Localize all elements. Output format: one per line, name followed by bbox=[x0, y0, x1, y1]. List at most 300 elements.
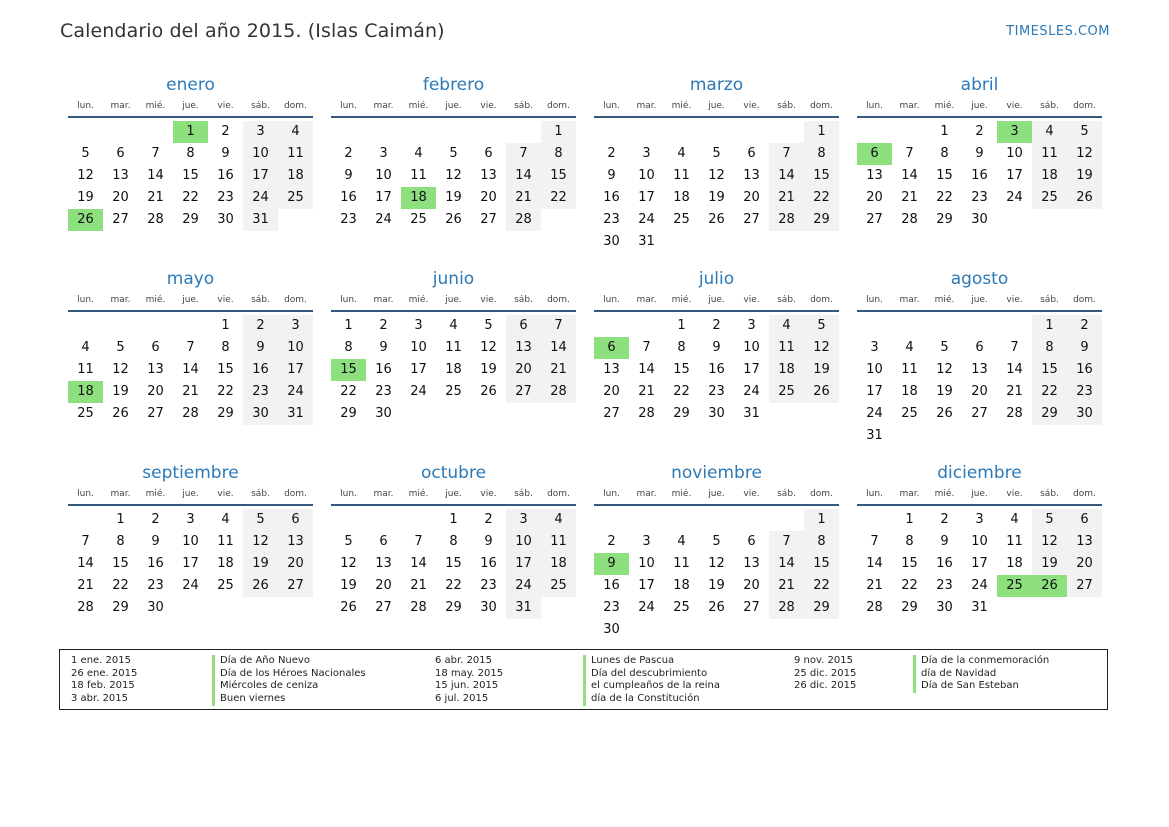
day-cell: 16 bbox=[147, 556, 164, 571]
holiday-day-cell: 9 bbox=[594, 553, 629, 575]
day-cell: 10 bbox=[506, 531, 541, 553]
day-cell: 25 bbox=[278, 187, 313, 209]
weekday-label: dom. bbox=[284, 101, 307, 111]
weekday-label: sáb. bbox=[514, 101, 533, 111]
day-cell: 1 bbox=[221, 318, 230, 333]
day-cell: 13 bbox=[480, 168, 497, 183]
day-cell: 8 bbox=[677, 340, 686, 355]
weekday-label: mié. bbox=[934, 489, 955, 499]
month-name: agosto bbox=[950, 269, 1009, 289]
day-cell: 10 bbox=[278, 337, 313, 359]
day-cell: 22 bbox=[182, 190, 199, 205]
day-cell: 28 bbox=[638, 406, 655, 421]
legend-holiday-name: día de la Constitución bbox=[583, 693, 720, 706]
day-cell: 6 bbox=[379, 534, 388, 549]
day-cell: 19 bbox=[1067, 165, 1102, 187]
day-cell: 25 bbox=[410, 212, 427, 227]
day-cell: 5 bbox=[712, 146, 721, 161]
weekday-label: jue. bbox=[708, 489, 725, 499]
day-cell: 7 bbox=[506, 143, 541, 165]
day-cell: 23 bbox=[603, 212, 620, 227]
day-cell: 23 bbox=[971, 190, 988, 205]
day-cell: 17 bbox=[1006, 168, 1023, 183]
day-cell: 31 bbox=[971, 600, 988, 615]
legend-date: 1 ene. 2015 bbox=[71, 655, 131, 666]
day-cell: 20 bbox=[375, 578, 392, 593]
day-cell: 10 bbox=[638, 168, 655, 183]
day-grid bbox=[68, 509, 313, 619]
day-cell: 16 bbox=[243, 359, 278, 381]
weekday-label: jue. bbox=[971, 101, 988, 111]
empty-cell bbox=[664, 509, 699, 531]
weekday-label: mié. bbox=[671, 101, 692, 111]
empty-cell bbox=[734, 121, 769, 143]
day-cell: 19 bbox=[708, 190, 725, 205]
day-cell: 28 bbox=[769, 597, 804, 619]
day-cell: 15 bbox=[112, 556, 129, 571]
empty-cell bbox=[68, 315, 103, 337]
day-cell: 29 bbox=[112, 600, 129, 615]
day-cell: 18 bbox=[217, 556, 234, 571]
day-cell: 23 bbox=[603, 600, 620, 615]
day-cell: 16 bbox=[603, 578, 620, 593]
weekday-label: vie. bbox=[480, 101, 497, 111]
day-cell: 6 bbox=[747, 534, 756, 549]
day-cell: 11 bbox=[673, 168, 690, 183]
day-cell: 16 bbox=[936, 556, 953, 571]
day-cell: 30 bbox=[243, 403, 278, 425]
month-name: marzo bbox=[689, 75, 744, 95]
day-cell: 30 bbox=[971, 212, 988, 227]
weekday-label: vie. bbox=[743, 295, 760, 305]
day-cell: 11 bbox=[1032, 143, 1067, 165]
weekday-label: lun. bbox=[866, 101, 883, 111]
day-cell: 21 bbox=[901, 190, 918, 205]
weekday-label: lun. bbox=[77, 489, 94, 499]
day-cell: 30 bbox=[708, 406, 725, 421]
day-cell: 23 bbox=[708, 384, 725, 399]
weekday-label: sáb. bbox=[1040, 101, 1059, 111]
day-cell: 29 bbox=[445, 600, 462, 615]
empty-cell bbox=[857, 121, 892, 143]
day-cell: 2 bbox=[379, 318, 388, 333]
day-cell: 27 bbox=[1067, 575, 1102, 597]
day-cell: 19 bbox=[1032, 553, 1067, 575]
day-cell: 18 bbox=[769, 359, 804, 381]
legend-holiday-name: Lunes de Pascua bbox=[583, 655, 720, 668]
day-cell: 4 bbox=[677, 146, 686, 161]
day-cell: 27 bbox=[506, 381, 541, 403]
empty-cell bbox=[629, 509, 664, 531]
empty-cell bbox=[401, 509, 436, 531]
day-cell: 22 bbox=[673, 384, 690, 399]
day-cell: 28 bbox=[866, 600, 883, 615]
weekday-label: dom. bbox=[547, 101, 570, 111]
day-cell: 31 bbox=[506, 597, 541, 619]
day-cell: 29 bbox=[673, 406, 690, 421]
day-cell: 14 bbox=[147, 168, 164, 183]
weekday-header bbox=[857, 99, 1102, 118]
weekday-label: mié. bbox=[145, 489, 166, 499]
day-cell: 14 bbox=[901, 168, 918, 183]
day-cell: 17 bbox=[638, 578, 655, 593]
weekday-label: mié. bbox=[408, 489, 429, 499]
day-cell: 24 bbox=[506, 575, 541, 597]
day-cell: 2 bbox=[344, 146, 353, 161]
day-cell: 22 bbox=[936, 190, 953, 205]
day-cell: 9 bbox=[221, 146, 230, 161]
weekday-label: lun. bbox=[77, 101, 94, 111]
day-cell: 27 bbox=[603, 406, 620, 421]
day-cell: 1 bbox=[940, 124, 949, 139]
day-cell: 15 bbox=[936, 168, 953, 183]
weekday-label: lun. bbox=[603, 295, 620, 305]
day-cell: 12 bbox=[1067, 143, 1102, 165]
weekday-label: vie. bbox=[480, 295, 497, 305]
empty-cell bbox=[664, 121, 699, 143]
day-cell: 8 bbox=[449, 534, 458, 549]
day-cell: 8 bbox=[186, 146, 195, 161]
day-cell: 1 bbox=[677, 318, 686, 333]
empty-cell bbox=[892, 121, 927, 143]
day-cell: 27 bbox=[112, 212, 129, 227]
weekday-header bbox=[68, 99, 313, 118]
empty-cell bbox=[436, 121, 471, 143]
day-cell: 30 bbox=[480, 600, 497, 615]
day-cell: 28 bbox=[506, 209, 541, 231]
day-cell: 15 bbox=[804, 165, 839, 187]
day-cell: 11 bbox=[77, 362, 94, 377]
weekday-label: dom. bbox=[1073, 295, 1096, 305]
weekday-label: mar. bbox=[899, 489, 920, 499]
day-cell: 10 bbox=[1006, 146, 1023, 161]
day-cell: 30 bbox=[375, 406, 392, 421]
day-cell: 19 bbox=[936, 384, 953, 399]
legend-date: 3 abr. 2015 bbox=[71, 693, 129, 705]
weekday-label: vie. bbox=[217, 489, 234, 499]
empty-cell bbox=[103, 121, 138, 143]
legend-holiday-name: día de Navidad bbox=[913, 668, 1049, 681]
day-cell: 28 bbox=[769, 209, 804, 231]
weekday-label: jue. bbox=[445, 101, 462, 111]
day-cell: 22 bbox=[445, 578, 462, 593]
weekday-label: lun. bbox=[340, 101, 357, 111]
day-cell: 16 bbox=[340, 190, 357, 205]
day-cell: 30 bbox=[217, 212, 234, 227]
day-cell: 30 bbox=[1067, 403, 1102, 425]
weekday-label: sáb. bbox=[777, 489, 796, 499]
holiday-day-cell: 1 bbox=[173, 121, 208, 143]
weekday-label: vie. bbox=[217, 101, 234, 111]
weekday-label: lun. bbox=[603, 101, 620, 111]
day-cell: 27 bbox=[866, 212, 883, 227]
weekday-label: sáb. bbox=[1040, 295, 1059, 305]
weekday-label: jue. bbox=[182, 489, 199, 499]
weekday-header bbox=[857, 293, 1102, 312]
day-cell: 9 bbox=[975, 146, 984, 161]
day-cell: 24 bbox=[375, 212, 392, 227]
day-cell: 22 bbox=[340, 384, 357, 399]
day-cell: 19 bbox=[480, 362, 497, 377]
empty-cell bbox=[892, 315, 927, 337]
day-cell: 24 bbox=[638, 600, 655, 615]
day-cell: 23 bbox=[340, 212, 357, 227]
site-link[interactable]: TIMESLES.COM bbox=[1006, 24, 1110, 39]
weekday-label: sáb. bbox=[777, 101, 796, 111]
page-title: Calendario del año 2015. (Islas Caimán) bbox=[60, 20, 445, 42]
day-cell: 27 bbox=[971, 406, 988, 421]
day-cell: 2 bbox=[975, 124, 984, 139]
weekday-label: dom. bbox=[1073, 101, 1096, 111]
day-cell: 30 bbox=[147, 600, 164, 615]
day-cell: 7 bbox=[905, 146, 914, 161]
day-cell: 28 bbox=[901, 212, 918, 227]
day-cell: 10 bbox=[971, 534, 988, 549]
day-cell: 20 bbox=[971, 384, 988, 399]
day-cell: 6 bbox=[484, 146, 493, 161]
weekday-label: dom. bbox=[810, 101, 833, 111]
day-cell: 20 bbox=[603, 384, 620, 399]
day-cell: 18 bbox=[1032, 165, 1067, 187]
day-cell: 2 bbox=[607, 146, 616, 161]
weekday-label: lun. bbox=[77, 295, 94, 305]
day-cell: 10 bbox=[638, 556, 655, 571]
day-cell: 8 bbox=[905, 534, 914, 549]
weekday-label: jue. bbox=[182, 101, 199, 111]
weekday-label: vie. bbox=[217, 295, 234, 305]
day-cell: 30 bbox=[603, 622, 620, 637]
day-cell: 22 bbox=[217, 384, 234, 399]
day-cell: 23 bbox=[936, 578, 953, 593]
day-cell: 15 bbox=[901, 556, 918, 571]
weekday-label: sáb. bbox=[251, 489, 270, 499]
day-cell: 9 bbox=[344, 168, 353, 183]
day-grid bbox=[857, 509, 1102, 619]
legend-holiday-name: Buen viernes bbox=[212, 693, 366, 706]
empty-cell bbox=[629, 121, 664, 143]
weekday-label: mié. bbox=[671, 295, 692, 305]
day-cell: 31 bbox=[866, 428, 883, 443]
weekday-label: dom. bbox=[810, 295, 833, 305]
day-cell: 2 bbox=[151, 512, 160, 527]
weekday-label: jue. bbox=[182, 295, 199, 305]
legend-holiday-name: Día de la conmemoración bbox=[913, 655, 1049, 668]
day-cell: 5 bbox=[449, 146, 458, 161]
calendar-grid bbox=[68, 74, 1102, 656]
day-cell: 14 bbox=[769, 165, 804, 187]
legend-holiday-name: Día de San Esteban bbox=[913, 680, 1049, 693]
day-cell: 3 bbox=[278, 315, 313, 337]
day-cell: 25 bbox=[901, 406, 918, 421]
weekday-label: mié. bbox=[934, 101, 955, 111]
day-cell: 28 bbox=[77, 600, 94, 615]
day-cell: 18 bbox=[673, 190, 690, 205]
weekday-label: vie. bbox=[480, 489, 497, 499]
day-cell: 29 bbox=[340, 406, 357, 421]
day-cell: 7 bbox=[642, 340, 651, 355]
empty-cell bbox=[927, 315, 962, 337]
weekday-label: vie. bbox=[1006, 295, 1023, 305]
day-cell: 8 bbox=[541, 143, 576, 165]
day-cell: 20 bbox=[743, 578, 760, 593]
day-cell: 4 bbox=[414, 146, 423, 161]
day-cell: 12 bbox=[936, 362, 953, 377]
weekday-header bbox=[68, 293, 313, 312]
day-cell: 4 bbox=[449, 318, 458, 333]
day-cell: 17 bbox=[243, 165, 278, 187]
day-cell: 11 bbox=[769, 337, 804, 359]
day-cell: 18 bbox=[901, 384, 918, 399]
weekday-label: dom. bbox=[284, 295, 307, 305]
day-cell: 10 bbox=[243, 143, 278, 165]
day-cell: 28 bbox=[1006, 406, 1023, 421]
empty-cell bbox=[138, 315, 173, 337]
legend-date: 25 dic. 2015 bbox=[794, 667, 857, 679]
day-cell: 24 bbox=[1006, 190, 1023, 205]
day-grid bbox=[331, 509, 576, 619]
day-cell: 6 bbox=[278, 509, 313, 531]
weekday-label: lun. bbox=[603, 489, 620, 499]
empty-cell bbox=[734, 509, 769, 531]
day-cell: 19 bbox=[340, 578, 357, 593]
legend-dates-column bbox=[435, 655, 503, 706]
day-cell: 5 bbox=[1032, 509, 1067, 531]
weekday-header bbox=[857, 487, 1102, 506]
day-cell: 25 bbox=[769, 381, 804, 403]
day-cell: 13 bbox=[743, 168, 760, 183]
weekday-label: mar. bbox=[899, 101, 920, 111]
month-septiembre bbox=[68, 462, 313, 656]
month-abril bbox=[857, 74, 1102, 268]
weekday-header bbox=[68, 487, 313, 506]
weekday-label: sáb. bbox=[251, 101, 270, 111]
day-cell: 2 bbox=[607, 534, 616, 549]
legend-names-column bbox=[583, 655, 720, 706]
day-cell: 20 bbox=[743, 190, 760, 205]
day-cell: 20 bbox=[480, 190, 497, 205]
day-cell: 13 bbox=[1067, 531, 1102, 553]
weekday-label: lun. bbox=[866, 489, 883, 499]
day-cell: 21 bbox=[410, 578, 427, 593]
empty-cell bbox=[331, 509, 366, 531]
weekday-label: sáb. bbox=[251, 295, 270, 305]
day-cell: 15 bbox=[445, 556, 462, 571]
holiday-day-cell: 26 bbox=[68, 209, 103, 231]
month-name: mayo bbox=[166, 269, 215, 289]
holiday-day-cell: 26 bbox=[1032, 575, 1067, 597]
weekday-label: mié. bbox=[671, 489, 692, 499]
month-name: junio bbox=[432, 269, 475, 289]
day-cell: 23 bbox=[243, 381, 278, 403]
day-cell: 24 bbox=[866, 406, 883, 421]
day-cell: 1 bbox=[449, 512, 458, 527]
day-cell: 3 bbox=[747, 318, 756, 333]
day-cell: 9 bbox=[243, 337, 278, 359]
day-cell: 12 bbox=[480, 340, 497, 355]
weekday-label: mar. bbox=[373, 295, 394, 305]
day-cell: 27 bbox=[278, 575, 313, 597]
empty-cell bbox=[173, 315, 208, 337]
day-cell: 22 bbox=[541, 187, 576, 209]
day-cell: 1 bbox=[344, 318, 353, 333]
weekday-label: jue. bbox=[445, 295, 462, 305]
day-cell: 17 bbox=[638, 190, 655, 205]
month-noviembre bbox=[594, 462, 839, 656]
legend-holiday-name: Miércoles de ceniza bbox=[212, 680, 366, 693]
day-cell: 16 bbox=[217, 168, 234, 183]
day-cell: 6 bbox=[975, 340, 984, 355]
day-cell: 13 bbox=[506, 337, 541, 359]
day-cell: 9 bbox=[607, 168, 616, 183]
day-cell: 6 bbox=[151, 340, 160, 355]
holiday-day-cell: 15 bbox=[331, 359, 366, 381]
day-cell: 22 bbox=[804, 575, 839, 597]
day-cell: 1 bbox=[1032, 315, 1067, 337]
day-cell: 7 bbox=[151, 146, 160, 161]
month-julio bbox=[594, 268, 839, 462]
weekday-label: mar. bbox=[899, 295, 920, 305]
day-cell: 8 bbox=[804, 531, 839, 553]
day-cell: 21 bbox=[866, 578, 883, 593]
day-cell: 18 bbox=[541, 553, 576, 575]
legend-date: 18 feb. 2015 bbox=[71, 680, 135, 692]
day-cell: 7 bbox=[1010, 340, 1019, 355]
holiday-day-cell: 18 bbox=[401, 187, 436, 209]
day-cell: 12 bbox=[77, 168, 94, 183]
holiday-day-cell: 6 bbox=[857, 143, 892, 165]
day-cell: 5 bbox=[344, 534, 353, 549]
day-cell: 5 bbox=[81, 146, 90, 161]
month-name: abril bbox=[960, 75, 999, 95]
day-cell: 29 bbox=[804, 597, 839, 619]
day-cell: 20 bbox=[147, 384, 164, 399]
day-cell: 27 bbox=[147, 406, 164, 421]
day-cell: 4 bbox=[278, 121, 313, 143]
day-cell: 18 bbox=[445, 362, 462, 377]
day-cell: 31 bbox=[243, 209, 278, 231]
day-cell: 26 bbox=[112, 406, 129, 421]
day-cell: 9 bbox=[940, 534, 949, 549]
day-cell: 2 bbox=[221, 124, 230, 139]
day-cell: 29 bbox=[217, 406, 234, 421]
day-cell: 14 bbox=[410, 556, 427, 571]
day-cell: 25 bbox=[217, 578, 234, 593]
day-cell: 11 bbox=[541, 531, 576, 553]
day-cell: 16 bbox=[971, 168, 988, 183]
day-cell: 11 bbox=[1006, 534, 1023, 549]
day-cell: 9 bbox=[484, 534, 493, 549]
day-grid bbox=[594, 315, 839, 425]
day-cell: 3 bbox=[642, 146, 651, 161]
weekday-header bbox=[594, 99, 839, 118]
day-cell: 17 bbox=[375, 190, 392, 205]
day-cell: 17 bbox=[278, 359, 313, 381]
holiday-day-cell: 25 bbox=[997, 575, 1032, 597]
day-cell: 9 bbox=[151, 534, 160, 549]
empty-cell bbox=[506, 121, 541, 143]
day-cell: 1 bbox=[541, 121, 576, 143]
day-cell: 25 bbox=[445, 384, 462, 399]
legend-holiday-name: Día de los Héroes Nacionales bbox=[212, 668, 366, 681]
day-cell: 2 bbox=[712, 318, 721, 333]
weekday-label: mar. bbox=[110, 295, 131, 305]
day-cell: 16 bbox=[480, 556, 497, 571]
weekday-label: dom. bbox=[284, 489, 307, 499]
day-grid bbox=[68, 315, 313, 425]
day-cell: 8 bbox=[804, 143, 839, 165]
day-cell: 19 bbox=[708, 578, 725, 593]
holiday-day-cell: 3 bbox=[997, 121, 1032, 143]
